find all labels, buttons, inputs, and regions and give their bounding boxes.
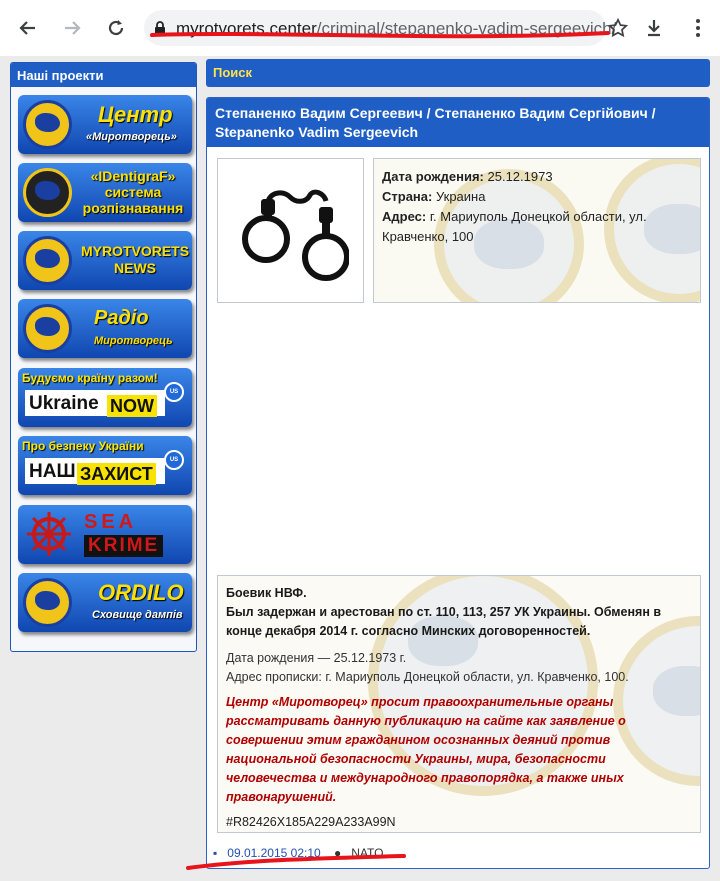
desc-disclaimer: Центр «Миротворец» просит правоохранительные органы рассматривать данную публикацию на сайте как заявление о совершении этим гражданином осознанных деяний против национальной безопасности Украины, мира, безопасности человечества и международного правопорядка, а также иных правонарушений. — [226, 695, 626, 804]
user-icon: ● — [334, 846, 342, 860]
myrotvorets-emblem-icon — [23, 100, 72, 149]
projects-sidebar — [10, 62, 197, 652]
country-label: Страна: — [382, 189, 433, 204]
search-link[interactable]: Поиск — [206, 59, 710, 87]
project-ordilo-banner[interactable] — [18, 573, 192, 632]
red-underline-annotation — [186, 852, 406, 872]
project-title: «IDentigraF» система розпізнавання — [82, 168, 184, 216]
dob-value: 25.12.1973 — [487, 169, 553, 184]
project-title: MYROTVORETS NEWS — [80, 243, 190, 276]
project-ukraine-now-banner[interactable] — [18, 368, 192, 427]
record-author[interactable]: NATO — [351, 846, 384, 860]
banner-wordmark — [25, 458, 165, 484]
project-radio-banner[interactable] — [18, 299, 192, 358]
url-host: myrotvorets.center — [176, 19, 317, 38]
address-value: г. Мариуполь Донецкой области, ул. Кравченко, 100 — [382, 209, 647, 244]
wordmark-part-2: ЗАХИСТ — [77, 463, 156, 485]
browser-toolbar — [0, 0, 720, 56]
handcuffs-icon — [234, 175, 349, 290]
sea-word: SEA — [84, 511, 138, 533]
project-slogan: Будуємо країну разом! — [22, 371, 158, 385]
record-photo — [217, 158, 364, 303]
owl-emblem-icon — [23, 578, 72, 627]
desc-address: Адрес прописки: г. Мариуполь Донецкой области, ул. Кравченко, 100. — [226, 670, 629, 684]
record-description — [217, 575, 701, 833]
address-row — [382, 207, 692, 247]
calendar-icon: ▪ — [213, 846, 218, 860]
download-icon[interactable] — [642, 16, 666, 40]
project-subtitle: Миротворець — [94, 335, 173, 347]
us-badge-icon: US — [164, 382, 184, 402]
project-title: ORDILO — [98, 580, 184, 605]
red-underline-annotation — [150, 29, 610, 41]
record-code: #R82426X185A229A233A99N — [226, 815, 396, 829]
project-sea-krime-banner[interactable] — [18, 505, 192, 564]
project-slogan: Про безпеку України — [22, 439, 144, 453]
back-arrow-icon[interactable] — [16, 16, 40, 40]
project-nash-zakhyst-banner[interactable] — [18, 436, 192, 495]
radio-emblem-icon — [23, 304, 72, 353]
record-date[interactable]: 09.01.2015 02:10 — [227, 846, 321, 860]
banner-wordmark — [25, 390, 165, 416]
project-news-banner[interactable] — [18, 231, 192, 290]
project-subtitle: Сховище дампів — [92, 609, 183, 621]
project-identigraf-banner[interactable] — [18, 163, 192, 222]
wordmark-part-1: Ukraine — [29, 393, 99, 414]
forward-arrow-icon[interactable] — [60, 16, 84, 40]
url-path: /criminal/stepanenko-vadim-sergeevich/ — [316, 19, 617, 38]
desc-dob: Дата рождения — 25.12.1973 г. — [226, 651, 407, 665]
camera-lens-icon — [23, 168, 72, 217]
dob-row — [382, 167, 692, 187]
project-title: Центр — [98, 102, 173, 127]
us-badge-icon: US — [164, 450, 184, 470]
wordmark-part-2: NOW — [107, 395, 157, 417]
krime-word: KRIME — [84, 535, 163, 557]
menu-dots-icon[interactable] — [686, 16, 710, 40]
country-row — [382, 187, 692, 207]
country-value: Украина — [435, 189, 486, 204]
address-label: Адрес: — [382, 209, 427, 224]
dob-label: Дата рождения: — [382, 169, 484, 184]
description-text — [226, 584, 692, 832]
record-panel — [206, 97, 710, 869]
ship-wheel-icon — [26, 511, 72, 562]
desc-arrest: Был задержан и арестован по ст. 110, 113, 257 УК Украины. Обменян в конце декабря 2014 г. согласно Минских договоренностей. — [226, 605, 662, 638]
reload-icon[interactable] — [104, 16, 128, 40]
record-details — [382, 167, 692, 247]
record-info — [373, 158, 701, 303]
myrotvorets-emblem-icon — [23, 236, 72, 285]
desc-role: Боевик НВФ. — [226, 586, 307, 600]
sidebar-title: Наші проекти — [11, 63, 196, 87]
project-subtitle: «Миротворець» — [86, 131, 177, 143]
project-title: Радіо — [94, 307, 149, 329]
wordmark-part-1: НАШ — [29, 461, 76, 482]
record-title: Степаненко Вадим Сергеевич / Степаненко Вадим Сергійович / Stepanenko Vadim Sergeevich — [207, 98, 709, 147]
project-center-banner[interactable] — [18, 95, 192, 154]
